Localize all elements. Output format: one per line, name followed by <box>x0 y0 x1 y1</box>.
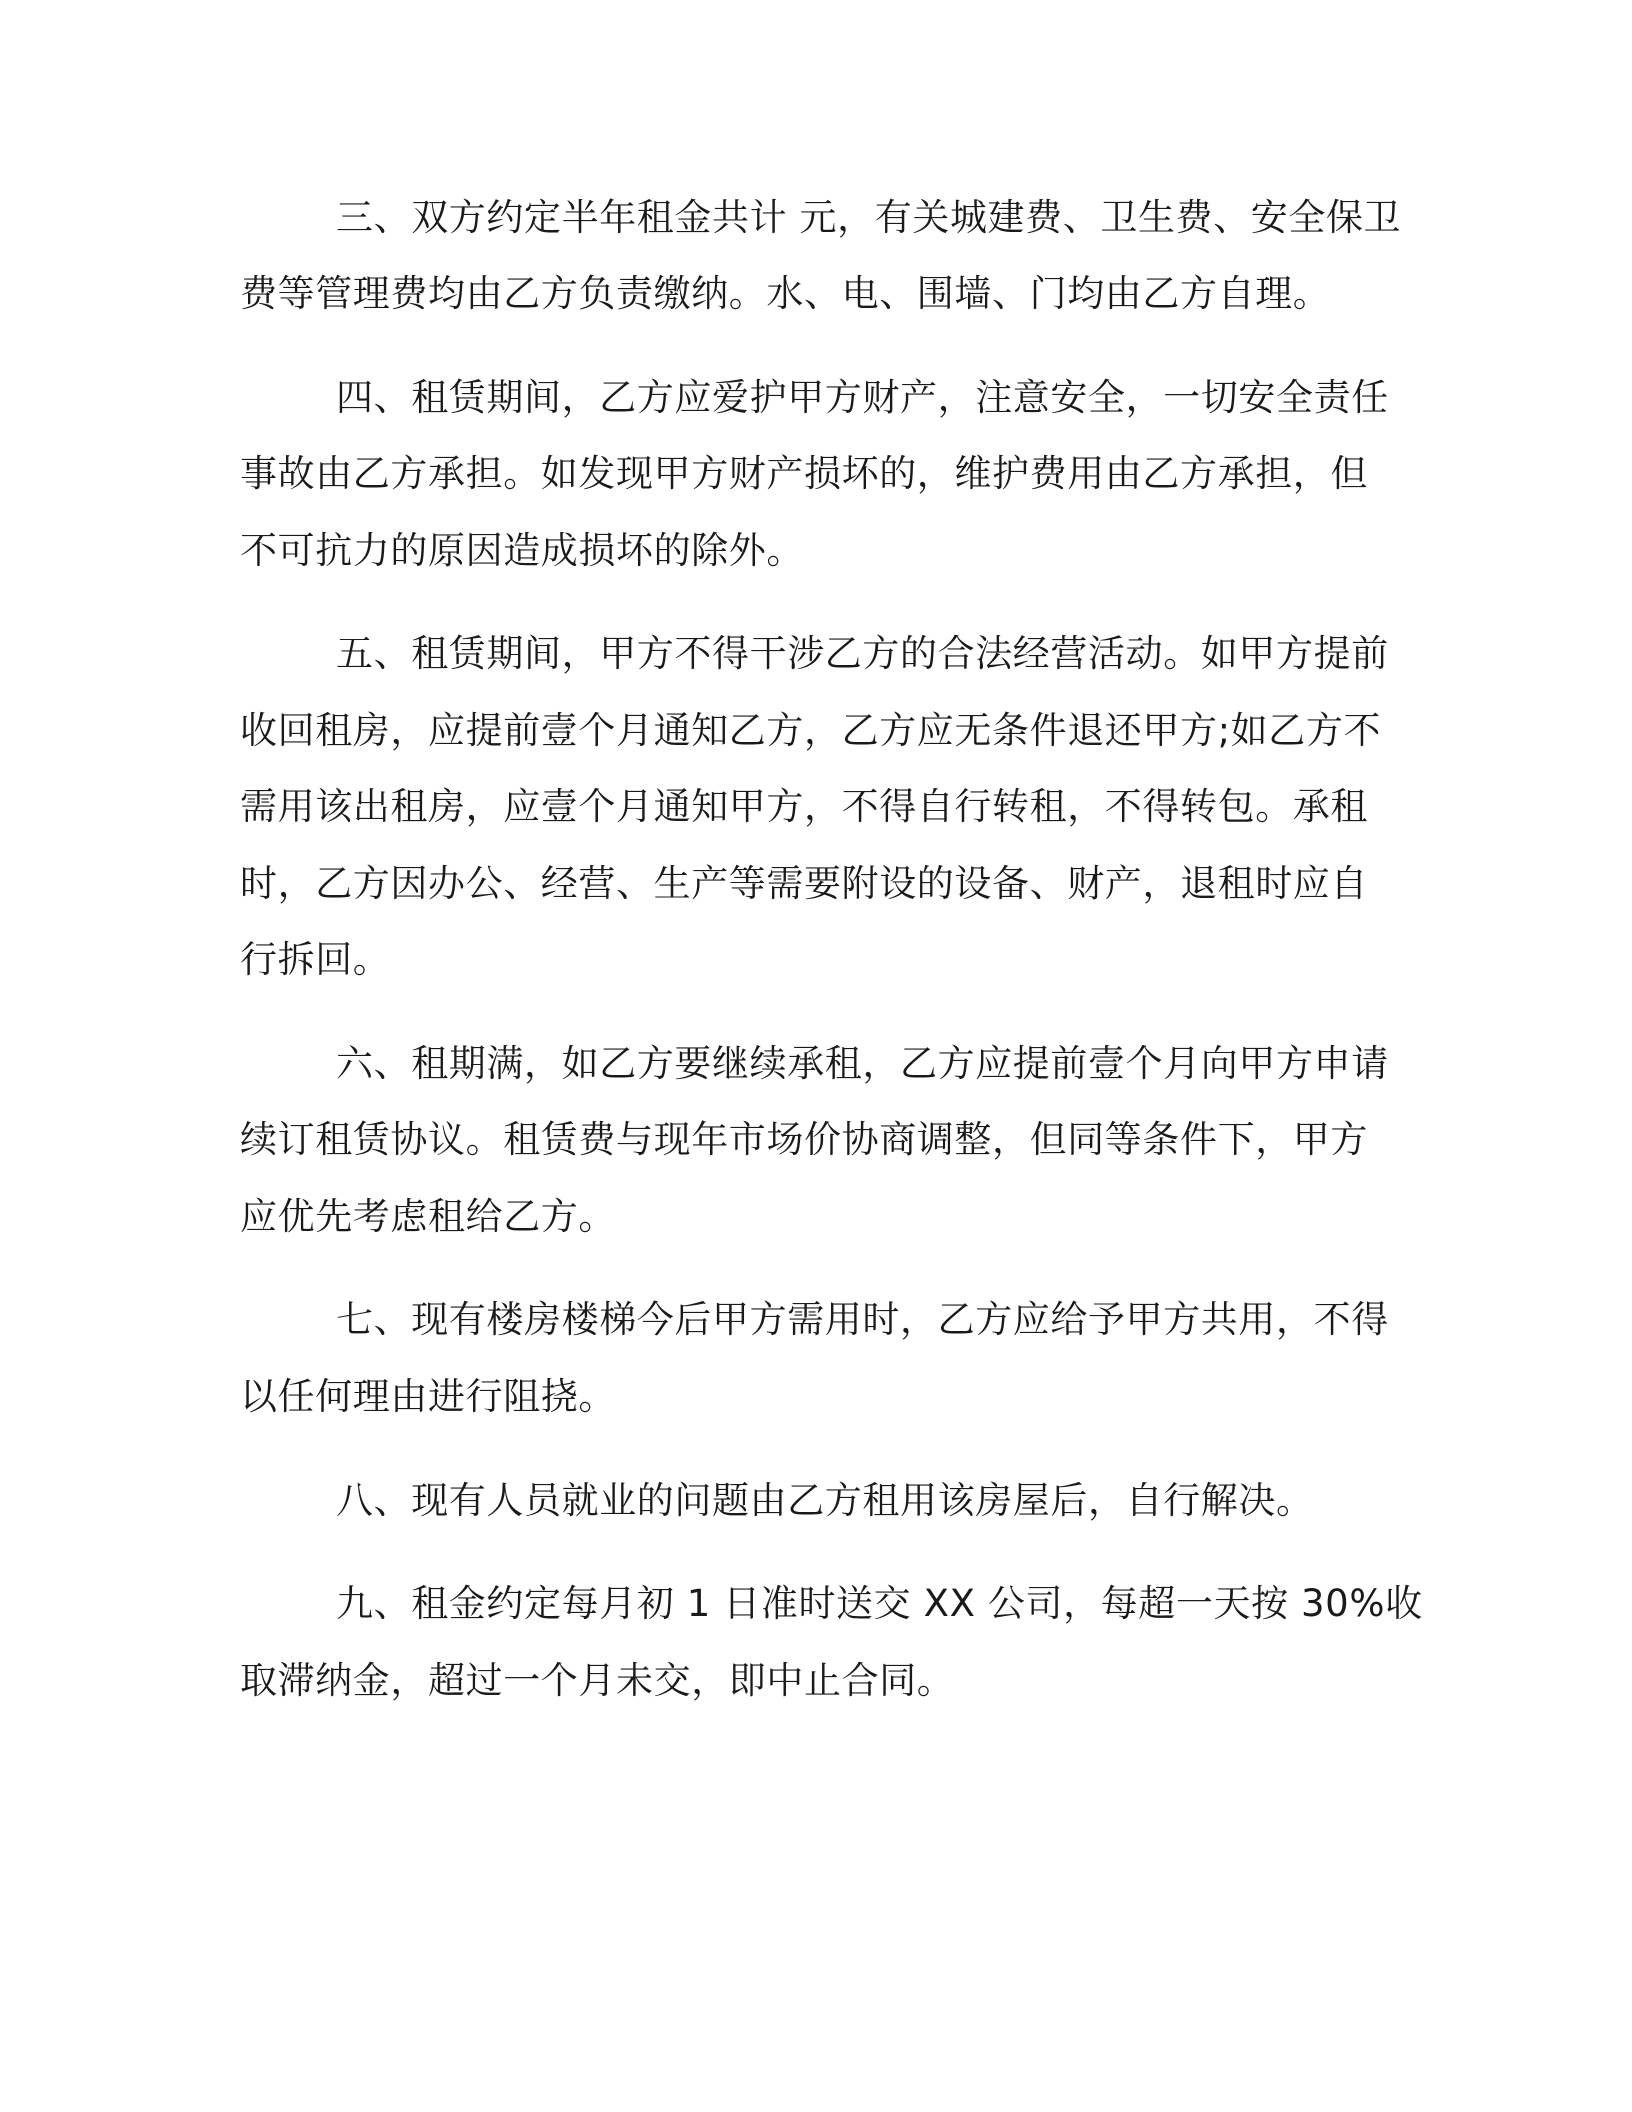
clause-line: 八、现有人员就业的问题由乙方租用该房屋后，自行解决。 <box>336 1479 1314 1522</box>
clause-line: 时，乙方因办公、经营、生产等需要附设的设备、财产，退租时应自 <box>240 862 1368 905</box>
clause-line: 六、租期满，如乙方要继续承租，乙方应提前壹个月向甲方申请 <box>336 1042 1389 1085</box>
clause-line: 应优先考虑租给乙方。 <box>240 1195 616 1238</box>
clause-line: 需用该出租房，应壹个月通知甲方，不得自行转租，不得转包。承租 <box>240 785 1368 828</box>
clause-line: 五、租赁期间，甲方不得干涉乙方的合法经营活动。如甲方提前 <box>336 632 1389 675</box>
clause-line: 七、现有楼房楼梯今后甲方需用时，乙方应给予甲方共用，不得 <box>336 1298 1389 1341</box>
clause-line: 收回租房，应提前壹个月通知乙方，乙方应无条件退还甲方;如乙方不 <box>240 709 1382 752</box>
clause-line: 不可抗力的原因造成损坏的除外。 <box>240 529 804 572</box>
clause-line: 费等管理费均由乙方负责缴纳。水、电、围墙、门均由乙方自理。 <box>240 272 1331 315</box>
clause-line: 九、租金约定每月初 1 日准时送交 XX 公司，每超一天按 30%收 <box>336 1582 1423 1625</box>
clause-line: 事故由乙方承担。如发现甲方财产损坏的，维护费用由乙方承担，但 <box>240 452 1368 495</box>
clause-line: 行拆回。 <box>240 938 391 981</box>
clause-line: 四、租赁期间，乙方应爱护甲方财产，注意安全，一切安全责任 <box>336 376 1389 419</box>
clause-line: 三、双方约定半年租金共计 元，有关城建费、卫生费、安全保卫 <box>336 196 1402 239</box>
clause-line: 取滞纳金，超过一个月未交，即中止合同。 <box>240 1659 955 1702</box>
clause-line: 以任何理由进行阻挠。 <box>240 1375 616 1418</box>
clause-line: 续订租赁协议。租赁费与现年市场价协商调整，但同等条件下，甲方 <box>240 1118 1368 1161</box>
